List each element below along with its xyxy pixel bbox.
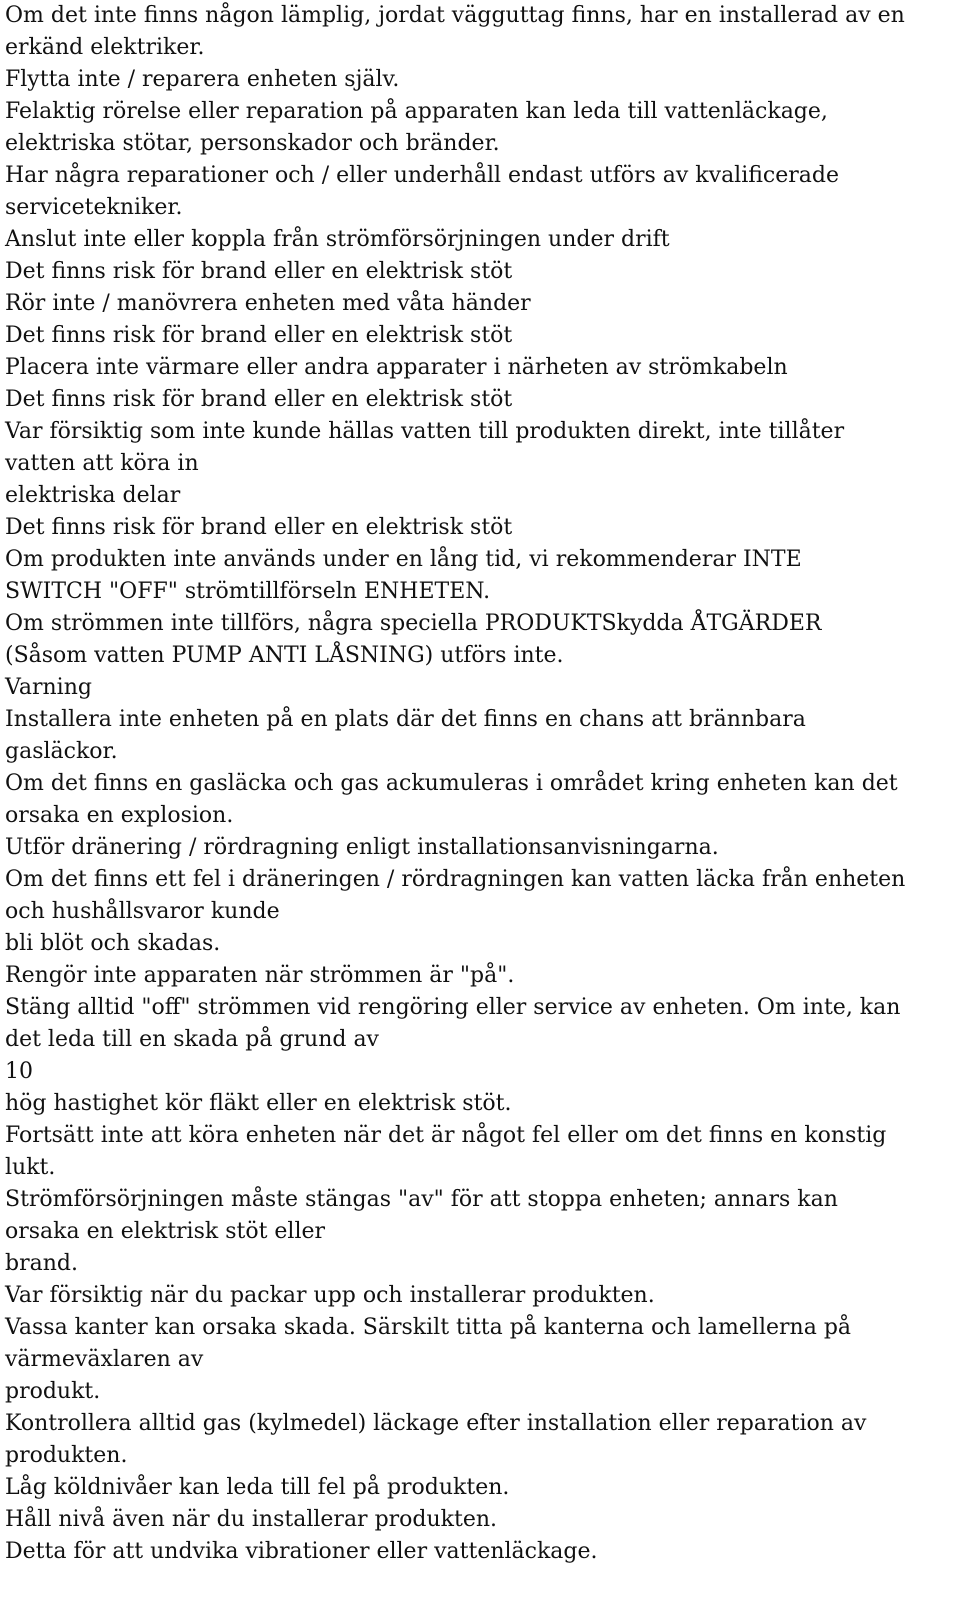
text-line: Detta för att undvika vibrationer eller vattenläckage. xyxy=(5,1539,598,1564)
text-line: Det finns risk för brand eller en elektrisk stöt xyxy=(5,387,513,412)
text-line: Installera inte enheten på en plats där det finns en chans att brännbara xyxy=(5,707,806,732)
text-line: Låg köldnivåer kan leda till fel på produkten. xyxy=(5,1475,510,1500)
text-line: Rengör inte apparaten när strömmen är "på". xyxy=(5,963,515,988)
text-line: Anslut inte eller koppla från strömförsörjningen under drift xyxy=(5,227,670,252)
text-line: brand. xyxy=(5,1251,78,1276)
text-line: produkten. xyxy=(5,1443,128,1468)
text-line: orsaka en explosion. xyxy=(5,803,234,828)
text-line: Strömförsörjningen måste stängas "av" för att stoppa enheten; annars kan xyxy=(5,1187,838,1212)
text-line: erkänd elektriker. xyxy=(5,35,205,60)
document-page xyxy=(5,0,955,1568)
text-line: Fortsätt inte att köra enheten när det är något fel eller om det finns en konstig xyxy=(5,1123,887,1148)
text-line: Det finns risk för brand eller en elektrisk stöt xyxy=(5,515,513,540)
text-line: (Såsom vatten PUMP ANTI LÅSNING) utförs inte. xyxy=(5,643,564,668)
text-line: Det finns risk för brand eller en elektrisk stöt xyxy=(5,259,513,284)
text-line: Om det inte finns någon lämplig, jordat vägguttag finns, har en installerad av en xyxy=(5,3,905,28)
text-line: Var försiktig som inte kunde hällas vatten till produkten direkt, inte tillåter xyxy=(5,419,845,444)
text-line: och hushållsvaror kunde xyxy=(5,899,280,924)
text-line: Stäng alltid "off" strömmen vid rengöring eller service av enheten. Om inte, kan xyxy=(5,995,901,1020)
text-line: Håll nivå även när du installerar produkten. xyxy=(5,1507,498,1532)
text-line: Rör inte / manövrera enheten med våta händer xyxy=(5,291,531,316)
text-line: servicetekniker. xyxy=(5,195,183,220)
text-line: värmeväxlaren av xyxy=(5,1347,204,1372)
text-line: Om produkten inte används under en lång tid, vi rekommenderar INTE xyxy=(5,547,802,572)
text-line: produkt. xyxy=(5,1379,101,1404)
text-line: SWITCH "OFF" strömtillförseln ENHETEN. xyxy=(5,579,491,604)
text-line: Om strömmen inte tillförs, några speciella PRODUKTSkydda ÅTGÄRDER xyxy=(5,611,822,636)
section-heading-warning: Varning xyxy=(5,675,92,700)
text-line: det leda till en skada på grund av xyxy=(5,1027,379,1052)
text-line: Var försiktig när du packar upp och installerar produkten. xyxy=(5,1283,655,1308)
text-line: vatten att köra in xyxy=(5,451,199,476)
page-number: 10 xyxy=(5,1059,33,1084)
text-line: Felaktig rörelse eller reparation på apparaten kan leda till vattenläckage, xyxy=(5,99,828,124)
text-line: Placera inte värmare eller andra apparater i närheten av strömkabeln xyxy=(5,355,788,380)
text-line: hög hastighet kör fläkt eller en elektrisk stöt. xyxy=(5,1091,512,1116)
text-line: Utför dränering / rördragning enligt installationsanvisningarna. xyxy=(5,835,719,860)
text-line: Har några reparationer och / eller underhåll endast utförs av kvalificerade xyxy=(5,163,840,188)
text-line: Kontrollera alltid gas (kylmedel) läckage efter installation eller reparation av xyxy=(5,1411,867,1436)
text-line: bli blöt och skadas. xyxy=(5,931,221,956)
text-line: gasläckor. xyxy=(5,739,118,764)
text-line: Om det finns ett fel i dräneringen / rördragningen kan vatten läcka från enheten xyxy=(5,867,906,892)
text-line: Det finns risk för brand eller en elektrisk stöt xyxy=(5,323,513,348)
text-line: elektriska delar xyxy=(5,483,181,508)
text-line: Om det finns en gasläcka och gas ackumuleras i området kring enheten kan det xyxy=(5,771,898,796)
text-line: Vassa kanter kan orsaka skada. Särskilt titta på kanterna och lamellerna på xyxy=(5,1315,852,1340)
text-line: elektriska stötar, personskador och bränder. xyxy=(5,131,500,156)
text-line: Flytta inte / reparera enheten själv. xyxy=(5,67,400,92)
text-line: lukt. xyxy=(5,1155,56,1180)
text-line: orsaka en elektrisk stöt eller xyxy=(5,1219,326,1244)
